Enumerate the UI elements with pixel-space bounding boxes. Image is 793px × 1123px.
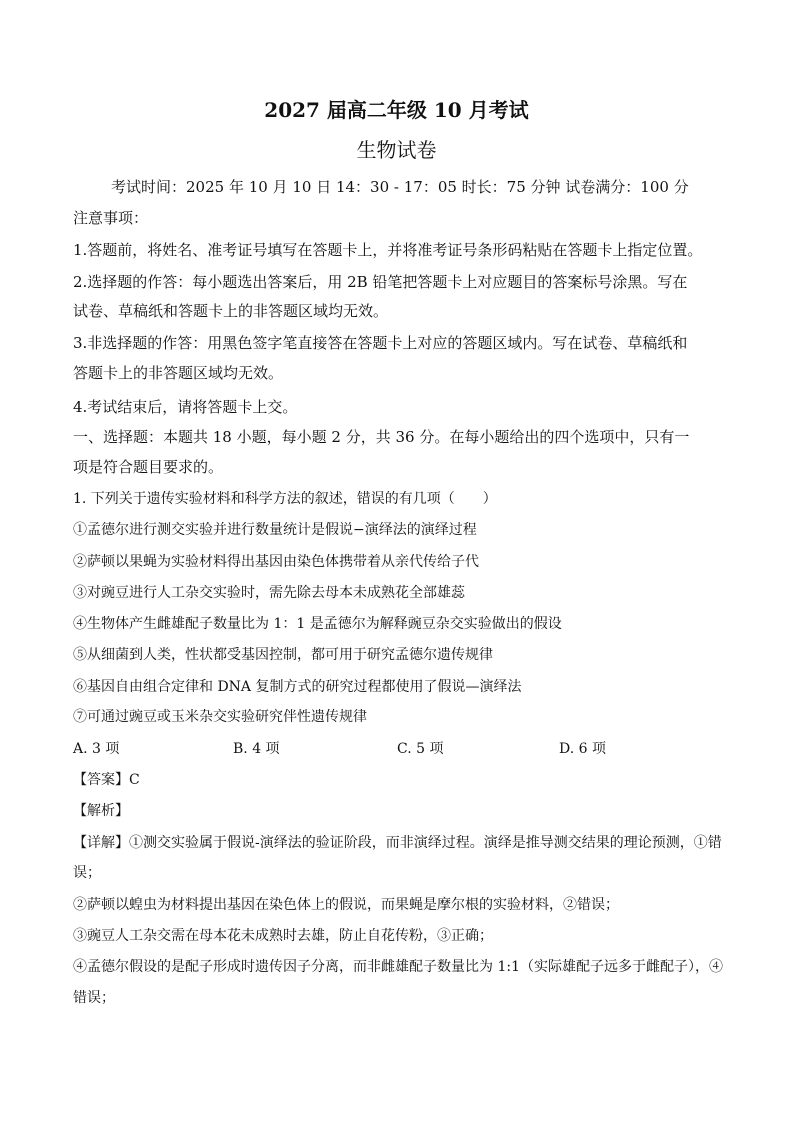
notice-heading: 注意事项： bbox=[73, 209, 149, 227]
exam-info: 考试时间：2025 年 10 月 10 日 14：30 - 17：05 时长：75 分钟 试卷满分：100 分 bbox=[111, 178, 689, 196]
option-a: A. 3 项 bbox=[73, 741, 120, 757]
detail-line-6: 错误； bbox=[73, 990, 115, 1006]
notice-item-2: 2.选择题的作答：每小题选出答案后，用 2B 铅笔把答题卡上对应题目的答案标号涂黑。写在 bbox=[73, 273, 688, 291]
question-1-options bbox=[73, 738, 733, 760]
notice-item-3: 3.非选择题的作答：用黑色签字笔直接答在答题卡上对应的答题区域内。写在试卷、草稿纸和 bbox=[73, 334, 688, 352]
statement-2: ②萨顿以果蝇为实验材料得出基因由染色体携带着从亲代传给子代 bbox=[73, 554, 479, 570]
exam-subject: 生物试卷 bbox=[356, 138, 437, 162]
statement-5: ⑤从细菌到人类，性状都受基因控制，都可用于研究孟德尔遗传规律 bbox=[73, 647, 493, 663]
answer-label: 【答案】C bbox=[73, 772, 140, 788]
notice-item-1: 1.答题前，将姓名、准考证号填写在答题卡上，并将准考证号条形码粘贴在答题卡上指定位置。 bbox=[73, 241, 703, 259]
section-heading-cont: 项是符合题目要求的。 bbox=[73, 458, 224, 476]
detail-line-5: ④孟德尔假设的是配子形成时遗传因子分离，而非雌雄配子数量比为 1:1（实际雄配子远多于雌配子），④ bbox=[73, 959, 723, 975]
option-c: C. 5 项 bbox=[397, 741, 444, 757]
detail-line-1: 【详解】①测交实验属于假说-演绎法的验证阶段，而非演绎过程。演绎是推导测交结果的理论预测，①错 bbox=[73, 835, 722, 851]
question-1-stem: 1. 下列关于遗传实验材料和科学方法的叙述，错误的有几项（ ） bbox=[73, 491, 497, 507]
section-heading: 一、选择题：本题共 18 小题，每小题 2 分，共 36 分。在每小题给出的四个选项中，只有一 bbox=[73, 428, 690, 446]
detail-line-3: ②萨顿以蝗虫为材料提出基因在染色体上的假说，而果蝇是摩尔根的实验材料，②错误； bbox=[73, 897, 619, 913]
detail-line-2: 误； bbox=[73, 865, 101, 881]
statement-6: ⑥基因自由组合定律和 DNA 复制方式的研究过程都使用了假说—演绎法 bbox=[73, 679, 522, 695]
exam-title: 2027 届高二年级 10 月考试 bbox=[264, 98, 529, 122]
statement-3: ③对豌豆进行人工杂交实验时，需先除去母本未成熟花全部雄蕊 bbox=[73, 585, 465, 601]
option-b: B. 4 项 bbox=[233, 741, 280, 757]
option-d: D. 6 项 bbox=[559, 741, 606, 757]
notice-item-2-cont: 试卷、草稿纸和答题卡上的非答题区域均无效。 bbox=[73, 302, 389, 320]
statement-7: ⑦可通过豌豆或玉米杂交实验研究伴性遗传规律 bbox=[73, 709, 367, 725]
statement-4: ④生物体产生雌雄配子数量比为 1：1 是孟德尔为解释豌豆杂交实验做出的假设 bbox=[73, 616, 562, 632]
statement-1: ①孟德尔进行测交实验并进行数量统计是假说−演绎法的演绎过程 bbox=[73, 522, 477, 538]
analysis-label: 【解析】 bbox=[73, 803, 129, 819]
notice-item-3-cont: 答题卡上的非答题区域均无效。 bbox=[73, 364, 284, 382]
detail-line-4: ③豌豆人工杂交需在母本花未成熟时去雄，防止自花传粉，③正确； bbox=[73, 928, 493, 944]
notice-item-4: 4.考试结束后，请将答题卡上交。 bbox=[73, 398, 298, 416]
